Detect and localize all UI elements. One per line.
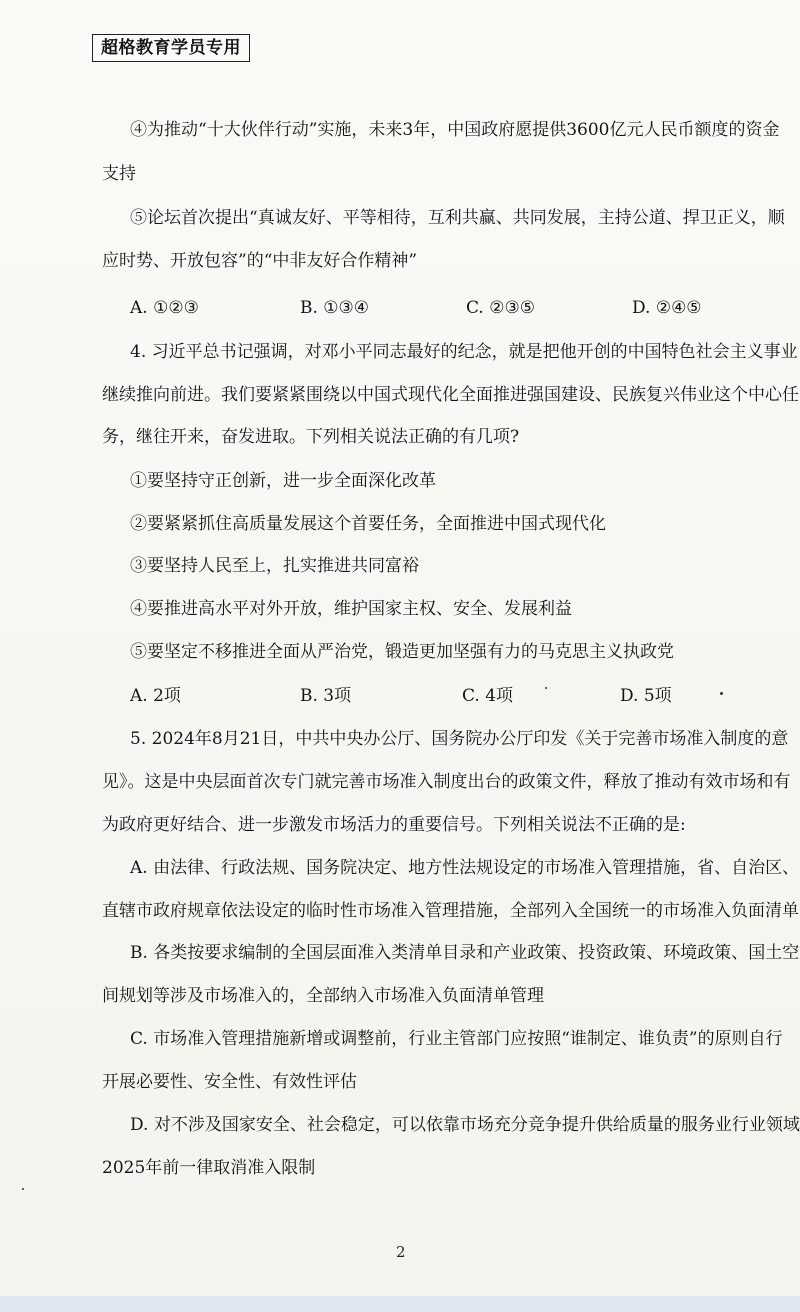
q3-item-4-line-2: 支持 xyxy=(102,164,136,184)
student-only-stamp: 超格教育学员专用 xyxy=(92,34,250,62)
q3-item-5-line-1: ⑤论坛首次提出“真诚友好、平等相待，互利共赢、共同发展，主持公道、捍卫正义，顺 xyxy=(130,208,785,228)
q5-option-c-line-1: C. 市场准入管理措施新增或调整前，行业主管部门应按照“谁制定、谁负责”的原则自行 xyxy=(130,1029,783,1049)
q4-item-4: ④要推进高水平对外开放，维护国家主权、安全、发展利益 xyxy=(130,599,572,619)
q3-option-a: A. ①②③ xyxy=(130,298,199,318)
q5-option-c-line-2: 开展必要性、安全性、有效性评估 xyxy=(102,1072,357,1092)
q4-stem-line-1: 4. 习近平总书记强调，对邓小平同志最好的纪念，就是把他开创的中国特色社会主义事业 xyxy=(130,342,798,362)
scan-speck xyxy=(22,1188,24,1190)
q4-option-b: B. 3项 xyxy=(300,686,352,706)
q3-item-4-line-1: ④为推动“十大伙伴行动”实施，未来3年，中国政府愿提供3600亿元人民币额度的资金 xyxy=(130,120,780,140)
q3-option-d: D. ②④⑤ xyxy=(632,298,702,318)
q5-option-d-line-2: 2025年前一律取消准入限制 xyxy=(102,1158,316,1178)
q4-option-d: D. 5项 xyxy=(620,686,672,706)
q5-option-b-line-1: B. 各类按要求编制的全国层面准入类清单目录和产业政策、投资政策、环境政策、国土空 xyxy=(130,943,800,963)
scan-speck xyxy=(545,687,547,689)
q4-stem-line-3: 务，继往开来，奋发进取。下列相关说法正确的有几项? xyxy=(102,427,520,447)
q4-option-a: A. 2项 xyxy=(130,686,181,706)
scan-bottom-edge xyxy=(0,1296,800,1312)
q4-item-1: ①要坚持守正创新，进一步全面深化改革 xyxy=(130,471,436,491)
scan-speck xyxy=(720,692,723,695)
page-number: 2 xyxy=(396,1243,406,1261)
q4-stem-line-2: 继续推向前进。我们要紧紧围绕以中国式现代化全面推进强国建设、民族复兴伟业这个中心任 xyxy=(102,385,799,405)
q4-item-5: ⑤要坚定不移推进全面从严治党，锻造更加坚强有力的马克思主义执政党 xyxy=(130,642,674,662)
q5-option-d-line-1: D. 对不涉及国家安全、社会稳定，可以依靠市场充分竞争提升供给质量的服务业行业领域 xyxy=(130,1115,800,1135)
q5-stem-line-2: 见》。这是中央层面首次专门就完善市场准入制度出台的政策文件，释放了推动有效市场和有 xyxy=(102,772,791,792)
q3-option-c: C. ②③⑤ xyxy=(466,298,535,318)
q4-option-c: C. 4项 xyxy=(462,686,514,706)
q3-option-b: B. ①③④ xyxy=(300,298,370,318)
q4-item-3: ③要坚持人民至上，扎实推进共同富裕 xyxy=(130,556,419,576)
q5-stem-line-3: 为政府更好结合、进一步激发市场活力的重要信号。下列相关说法不正确的是: xyxy=(102,815,686,835)
q5-option-a-line-2: 直辖市政府规章依法设定的临时性市场准入管理措施，全部列入全国统一的市场准入负面清单 xyxy=(102,901,799,921)
q5-option-a-line-1: A. 由法律、行政法规、国务院决定、地方性法规设定的市场准入管理措施，省、自治区、 xyxy=(130,858,800,878)
q5-option-b-line-2: 间规划等涉及市场准入的，全部纳入市场准入负面清单管理 xyxy=(102,986,544,1006)
q5-stem-line-1: 5. 2024年8月21日，中共中央办公厅、国务院办公厅印发《关于完善市场准入制度的意 xyxy=(130,729,789,749)
q3-item-5-line-2: 应时势、开放包容”的“中非友好合作精神” xyxy=(102,251,418,271)
q4-item-2: ②要紧紧抓住高质量发展这个首要任务，全面推进中国式现代化 xyxy=(130,514,606,534)
